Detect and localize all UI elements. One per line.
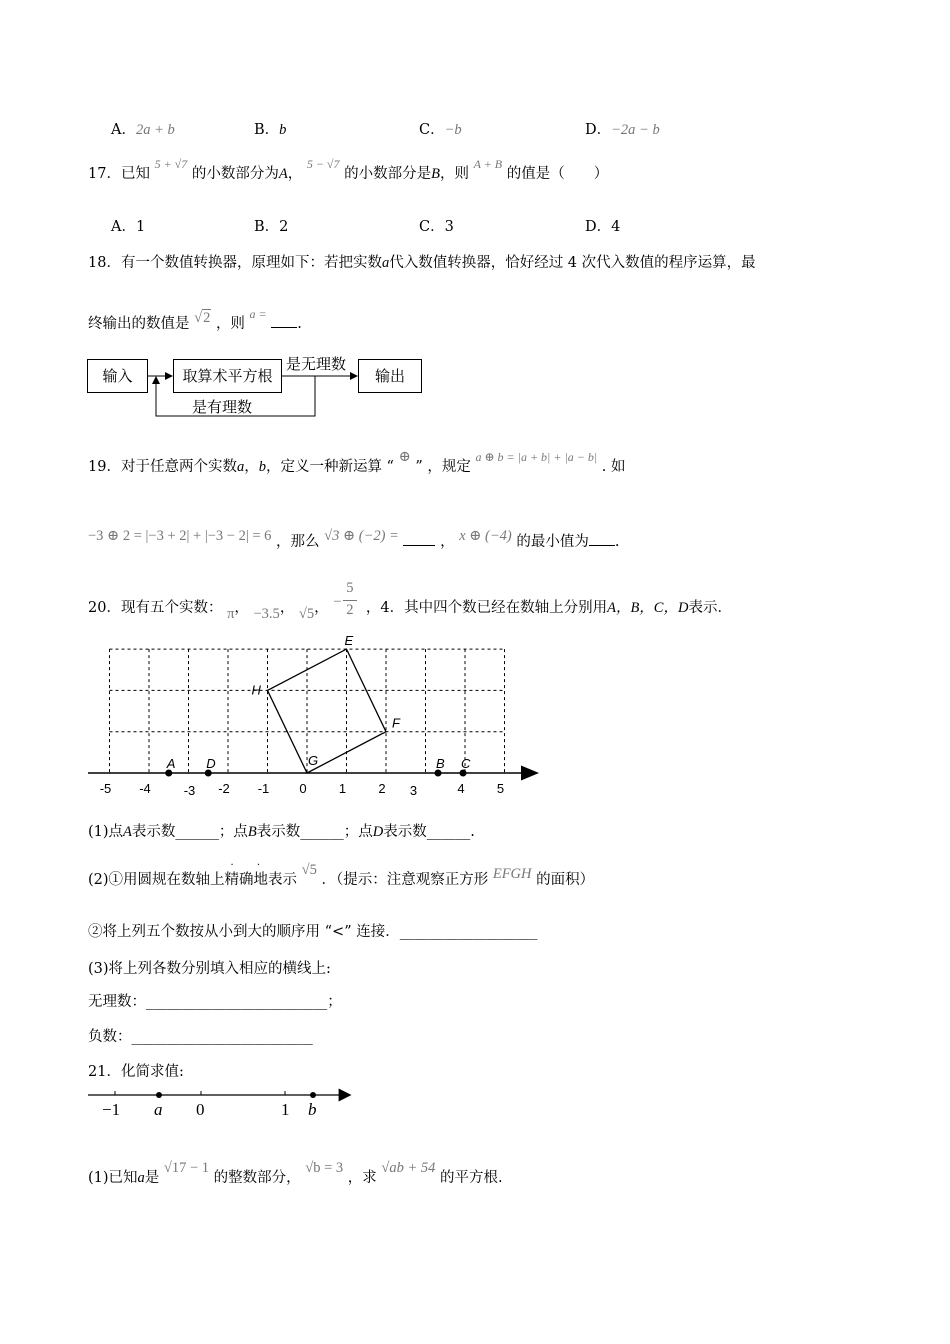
q16-option-b: B．b [254, 122, 287, 138]
q16-option-d: D．−2a − b [585, 122, 660, 138]
q21-point-b [310, 1092, 316, 1098]
vertex-label-e: E [344, 633, 354, 649]
q21-label-m1: −1 [102, 1100, 121, 1119]
square-efgh [268, 649, 387, 773]
vertex-label-g: G [308, 753, 319, 768]
tick-label-5: 5 [496, 781, 505, 796]
q21-part1: (1)已知a是 √17 − 1 的整数部分， √b = 3 ，求 √ab + 54 的平方根. [88, 1160, 503, 1186]
q21-number-line [85, 1080, 365, 1125]
axis-point-label-c: C [461, 756, 471, 771]
vertex-label-h: H [251, 682, 261, 698]
q16-option-c: C．−b [419, 122, 462, 138]
tick-label-2: 2 [378, 781, 386, 796]
q19-line1: 19．对于任意两个实数a，b，定义一种新运算 “ ⊕ ” ，规定 $^{a \oplus b = |a + b| + |a - b|}$ . 如 [88, 449, 626, 475]
q21-label-b: b [308, 1100, 317, 1119]
flow-input-box: 输入 [87, 359, 148, 393]
tick-label--2: -2 [218, 781, 230, 796]
q17-option-d: D．4 [585, 219, 621, 235]
tick-label--4: -4 [139, 781, 151, 796]
tick-label--3: -3 [183, 783, 196, 798]
emphasis-text: 精确地 · · [224, 860, 271, 888]
vertex-label-f: F [392, 715, 400, 731]
q17-option-c: C．3 [419, 219, 454, 235]
flow-arrows [0, 0, 950, 430]
q18-line1: 18．有一个数值转换器，原理如下：若把实数a代入数值转换器，恰好经过 4 次代入数值的程序运算，最 [88, 255, 756, 271]
tick-label--5: -5 [99, 781, 112, 796]
q21-label-a: a [154, 1100, 163, 1119]
flow-irrational-label: 是无理数 [286, 355, 347, 373]
q16-option-a: A．2a + b [111, 122, 175, 138]
flow-process-box: 取算术平方根 [173, 359, 282, 393]
q20-irrational-line: 无理数：_________________________； [88, 994, 342, 1010]
tick-label-3: 3 [409, 783, 418, 798]
q20-part3: (3)将上列各数分别填入相应的横线上: [88, 961, 331, 977]
flow-rational-label: 是有理数 [192, 398, 253, 416]
q21-title: 21．化简求值: [88, 1064, 184, 1080]
q20-number-line-diagram [80, 630, 550, 805]
axis-point-label-d: D [206, 756, 216, 771]
arrow-loop-back [156, 376, 315, 416]
axis-point-label-a: A [166, 756, 176, 771]
tick-label-4: 4 [457, 781, 465, 796]
axis-point-label-b: B [436, 756, 445, 771]
q21-label-1: 1 [281, 1100, 290, 1119]
flow-output-box: 输出 [358, 359, 422, 393]
q17-option-a: A．1 [111, 219, 146, 235]
q17-option-b: B．2 [254, 219, 289, 235]
q18-line2: 终输出的数值是 √2 ，则 $^{a =}$ . [88, 307, 302, 332]
q20-stem: 20．现有五个实数： π， −3.5， √5， − 5 2 ，4．其中四个数已经在数轴上分别用A，B，C，D表示． [88, 580, 732, 622]
q20-part2: (2)①用圆规在数轴上精确地 · · 表示 √5 ．（提示：注意观察正方形 EFGH 的面积） [88, 860, 595, 888]
tick-label-1: 1 [338, 781, 347, 796]
q20-part2b: ②将上列五个数按从小到大的顺序用 “<” 连接．___________________ [88, 924, 538, 940]
q21-point-a [156, 1092, 162, 1098]
tick-label--1: -1 [257, 781, 270, 796]
q20-negative-line: 负数：_________________________ [88, 1029, 313, 1045]
q21-label-0: 0 [196, 1100, 205, 1119]
q19-line2: −3 ⊕ 2 = |−3 + 2| + |−3 − 2| = 6 ，那么 √3 ⊕ (−2) = ， x ⊕ (−4) 的最小值为 . [88, 528, 620, 550]
tick-label-0: 0 [299, 781, 307, 796]
q17-stem: 17．已知 $^{5 + √7}$ 的小数部分为A， $^{5 - √7}$ 的小数部分是B，则 $^{A + B}$ 的值是（ ） [88, 157, 609, 182]
q20-part1: (1)点A表示数______；点B表示数______；点D表示数______. [88, 824, 475, 840]
